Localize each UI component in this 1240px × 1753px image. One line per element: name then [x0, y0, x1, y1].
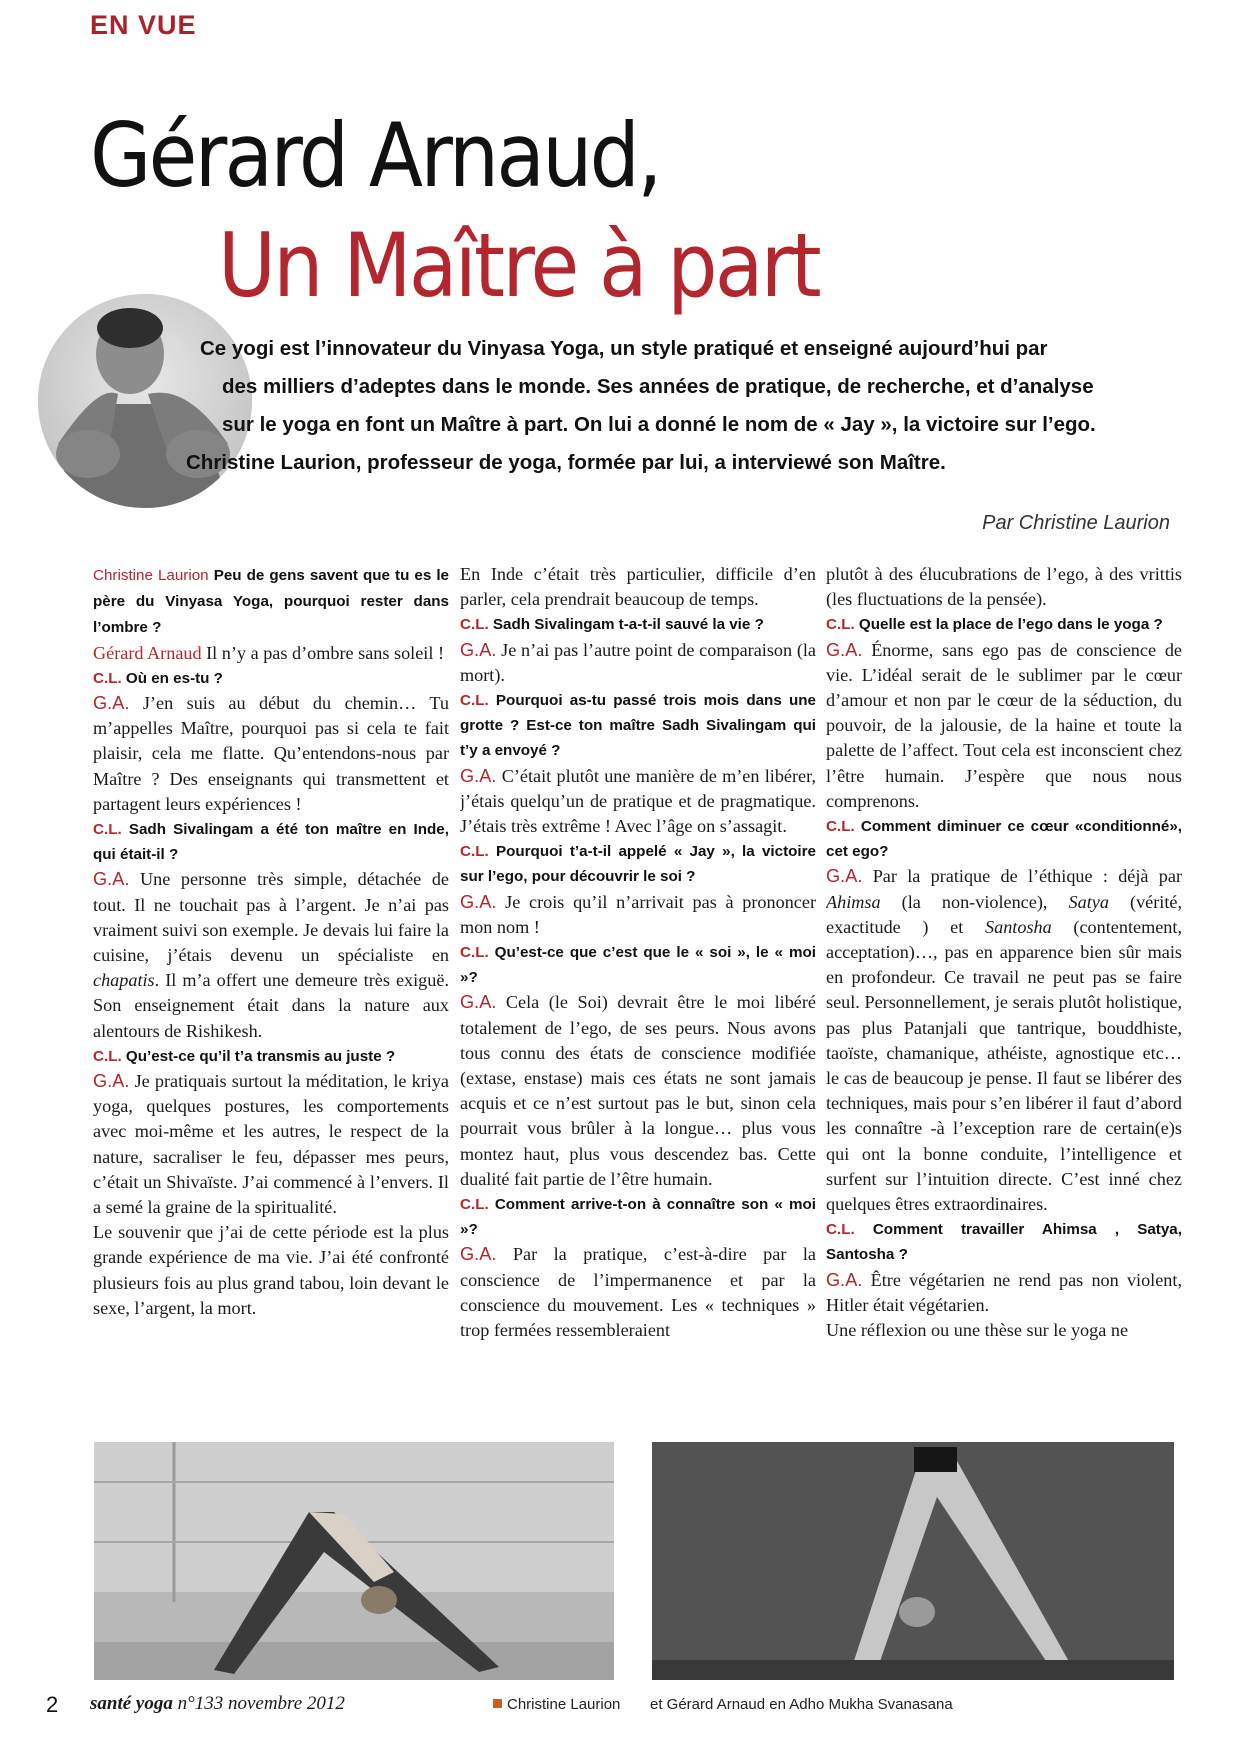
- paragraph: Une réflexion ou une thèse sur le yoga ne: [826, 1320, 1129, 1341]
- question: C.L. Comment travailler Ahimsa , Satya, Santosha ?: [826, 1221, 1182, 1264]
- question: C.L. Comment arrive-t-on à connaître son « moi »?: [460, 1196, 816, 1239]
- answer: G.A. Une personne très simple, détachée de tout. Il ne touchait pas à l’argent. Je n’ai pas vraiment suivi son exemple. Je devais lui faire la cuisine, j’étais devenu un spécialiste en chapatis. Il m’a offert une demeure très exiguë. Son enseignement était dans la nature aux alentours de Rishikesh.: [93, 869, 449, 1041]
- answer: G.A. C’était plutôt une manière de m’en libérer, j’étais quelqu’un de pratique et de pragmatique. J’étais très extrême ! Avec l’âge on s’assagit.: [460, 765, 816, 837]
- magazine-name: santé yoga: [90, 1693, 173, 1714]
- answer: G.A. Énorme, sans ego pas de conscience de vie. L’idéal serait de le sublimer par le cœur d’amour et non par le cœur de la séduction, du pouvoir, de la jalousie, de la haine et toute la palette de l’affect. Tout cela est inconscient chez l’être humain. J’espère que nous nous comprenons.: [826, 639, 1182, 811]
- paragraph: En Inde c’était très particulier, difficile d’en parler, cela prendrait beaucoup de temps.: [460, 564, 816, 610]
- byline: Par Christine Laurion: [982, 512, 1170, 534]
- article-title-name: Gérard Arnaud,: [90, 104, 660, 207]
- paragraph: plutôt à des élucubrations de l’ego, à des vrittis (les fluctuations de la pensée).: [826, 564, 1182, 610]
- answer: Gérard Arnaud Il n’y a pas d’ombre sans soleil !: [93, 642, 445, 663]
- photo-gerard-arnaud-pose: [652, 1442, 1174, 1680]
- answer: G.A. Je pratiquais surtout la méditation, le kriya yoga, quelques postures, les comportements avec moi-même et les autres, le respect de la nature, sacraliser le feu, dépasser mes peurs, c’était un Shivaïste. J’ai commencé à l’envers. Il a semé la graine de la spiritualité.: [93, 1071, 449, 1218]
- article-column-3: [826, 562, 1182, 1412]
- answer: G.A. Cela (le Soi) devrait être le moi libéré totalement de l’ego, de ses peurs. Nous avons tous connu des états de conscience modifiée (extase, enstase) mais ces états ne sont jamais acquis et ce n’est surtout pas le but, sinon cela pourrait vous brûler à la longue… plus vous montez haut, plus vous descendez bas. Cette dualité fait partie de l’être humain.: [460, 992, 816, 1189]
- question: C.L. Où en es-tu ?: [93, 669, 223, 687]
- magazine-footer: [90, 1693, 345, 1715]
- lead-line: des milliers d’adeptes dans le monde. Ses années de pratique, de recherche, et d’analyse: [222, 375, 1094, 398]
- page-number: 2: [46, 1692, 59, 1717]
- paragraph: Le souvenir que j’ai de cette période est la plus grande expérience de ma vie. J’ai été confronté plusieurs fois au plus grand tabou, loin devant le sexe, l’argent, la mort.: [93, 1222, 449, 1318]
- photo-christine-laurion: [94, 1442, 614, 1680]
- article-column-1: [93, 562, 449, 1412]
- answer: G.A. Être végétarien ne rend pas non violent, Hitler était végétarien.: [826, 1269, 1182, 1315]
- question: C.L. Qu’est-ce qu’il t’a transmis au juste ?: [93, 1047, 396, 1065]
- caption-right: et Gérard Arnaud en Adho Mukha Svanasana: [650, 1696, 953, 1713]
- answer: G.A. Par la pratique de l’éthique : déjà par Ahimsa (la non-violence), Satya (vérité, exactitude ) et Santosha (contentement, acceptation)…, pas en apparence bien sûr mais en profondeur. Ce travail ne peut pas se faire seul. Personnellement, je serais plutôt holistique, pas plus Patanjali que tantrique, bouddhiste, taoïste, chamanique, athéiste, agnostique etc… le cas de beaucoup je pense. Il faut se libérer des techniques, mais pour s’en libérer il faut d’abord les connaître -à l’exception rare de certain(e)s qui ont la bonne conduite, l’intelligence et surfent sur l’intuition directe. C’est inné chez quelques êtres extraordinaires.: [826, 866, 1182, 1215]
- caption-left: Christine Laurion: [493, 1696, 620, 1713]
- question: C.L. Pourquoi as-tu passé trois mois dans une grotte ? Est-ce ton maître Sadh Sivalingam qui t’y a envoyé ?: [460, 692, 816, 760]
- section-tag: EN VUE: [90, 10, 197, 40]
- issue-info: n°133 novembre 2012: [177, 1693, 345, 1714]
- question: C.L. Quelle est la place de l’ego dans le yoga ?: [826, 616, 1163, 634]
- answer: G.A. J’en suis au début du chemin… Tu m’appelles Maître, pourquoi pas si cela te fait plaisir, cela me flatte. Qu’entendons-nous par Maître ? Des enseignants qui transmettent et partagent leurs expériences !: [93, 693, 449, 814]
- question: C.L. Sadh Sivalingam a été ton maître en Inde, qui était-il ?: [93, 821, 449, 864]
- lead-line: Christine Laurion, professeur de yoga, formée par lui, a interviewé son Maître.: [186, 451, 946, 474]
- article-column-2: [460, 562, 816, 1412]
- lead-line: sur le yoga en font un Maître à part. On lui a donné le nom de « Jay », la victoire sur l’ego.: [222, 413, 1096, 436]
- answer: G.A. Je crois qu’il n’arrivait pas à prononcer mon nom !: [460, 891, 816, 937]
- article-title-subtitle: Un Maître à part: [218, 214, 819, 317]
- question: C.L. Qu’est-ce que c’est que le « soi », le « moi »?: [460, 944, 816, 987]
- answer: G.A. Je n’ai pas l’autre point de comparaison (la mort).: [460, 639, 816, 685]
- question: Christine Laurion Peu de gens savent que tu es le père du Vinyasa Yoga, pourquoi rester dans l’ombre ?: [93, 567, 449, 637]
- question: C.L. Comment diminuer ce cœur «conditionné», cet ego?: [826, 818, 1182, 861]
- answer: G.A. Par la pratique, c’est-à-dire par la conscience de l’impermanence et par la conscience du mouvement. Les « techniques » trop fermées ressembleraient: [460, 1244, 816, 1341]
- article-lead: [186, 330, 1160, 482]
- question: C.L. Pourquoi t’a-t-il appelé « Jay », la victoire sur l’ego, pour découvrir le soi ?: [460, 843, 816, 886]
- lead-line: Ce yogi est l’innovateur du Vinyasa Yoga, un style pratiqué et enseigné aujourd’hui par: [200, 337, 1048, 360]
- question: C.L. Sadh Sivalingam t-a-t-il sauvé la vie ?: [460, 616, 764, 634]
- caption-marker-icon: [493, 1699, 502, 1708]
